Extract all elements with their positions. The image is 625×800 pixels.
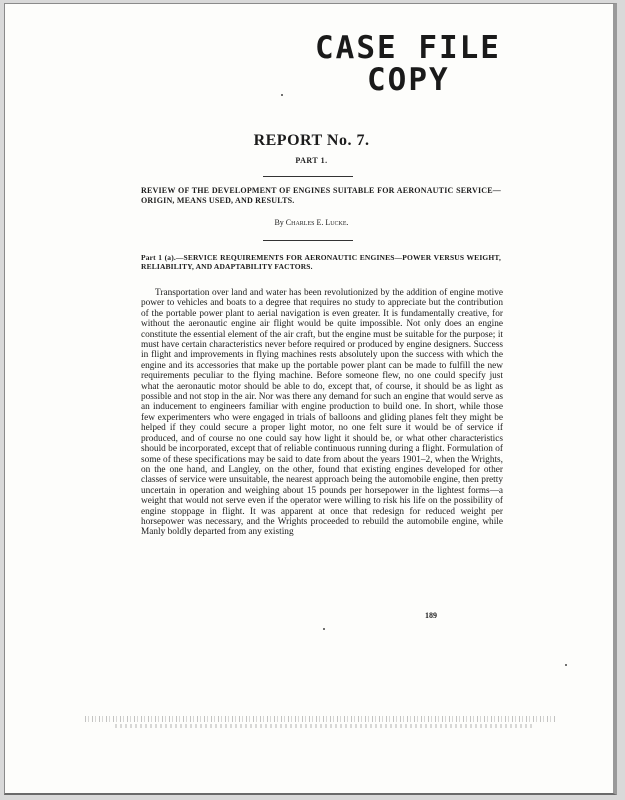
case-file-stamp-line1: CASE FILE (315, 30, 501, 66)
bleed-through-line (85, 716, 555, 722)
author-name: Charles E. Lucke. (285, 218, 349, 227)
case-file-stamp-line2: COPY (367, 62, 450, 98)
author-divider (263, 240, 353, 241)
report-title: REPORT No. 7. (253, 132, 370, 149)
body-paragraph: Transportation over land and water has been revolutionized by the addition of engine motive power to vehicles and boats to a degree that requires no study to appreciate but the contribution of the portable power plant to aerial navigation is even greater. It is fundamentally creative, for without the aeronautic engine air flight would be quite impossible. Not only does an engine constitute the essential element of the air craft, but the engine must be suitable for the purpose; it must have certain characteristics never before required or produced by engine designers. Success in flight and improvements in flying machines rests absolutely upon the success with which the engine and its accessories that make up the portable power plant can be made to fulfill the new requirements peculiar to the flying machine. Before someone flew, no one could specify just what the aeronautic motor should be able to do, except that, of course, it should be as light as possible and not stop in the air. Nor was there any demand for such an engine that would serve as an inducement to engineers familiar with engine production to build one. In short, while those few experimenters who were engaged in trials of balloons and gliding planes felt they might be helped if they could secure a proper light motor, no one felt sure it would be of service if produced, and of course no one could say how light it should be, or what other characteristics should be incorporated, except that of reliable continuous running during a flight. Formulation of some of these specifications may be said to date from about the years 1901–2, when the Wrights, on the one hand, and Langley, on the other, found that existing engines developed for other classes of service were unsuitable, the nearest approach being the automobile engine, then pretty uncertain in operation and weighing about 15 pounds per horsepower in the lightest forms—a weight that would not serve even if the operator were willing to risk his life on the possibility of engine stoppage in flight. It was apparent at once that redesign for reduced weight per horsepower was necessary, and the Wrights proceeded to rebuild the automobile engine, while Manly boldly departed from any existing (141, 288, 503, 538)
scan-speck (281, 94, 283, 96)
scan-speck (565, 664, 567, 666)
document-page (4, 3, 617, 795)
scan-speck (323, 628, 325, 630)
section-subtitle: Part 1 (a).—SERVICE REQUIREMENTS FOR AERONAUTIC ENGINES—POWER VERSUS WEIGHT, RELIABILITY, AND ADAPTABILITY FACTORS. (141, 253, 501, 271)
page-number: 189 (425, 611, 437, 620)
part-heading: PART 1. (295, 156, 328, 165)
review-title: REVIEW OF THE DEVELOPMENT OF ENGINES SUITABLE FOR AERONAUTIC SERVICE—ORIGIN, MEANS USED, AND RESULTS. (141, 186, 501, 205)
bleed-through-line (115, 724, 535, 728)
author-line (5, 218, 617, 227)
title-divider (263, 176, 353, 177)
author-prefix: By (274, 218, 284, 227)
